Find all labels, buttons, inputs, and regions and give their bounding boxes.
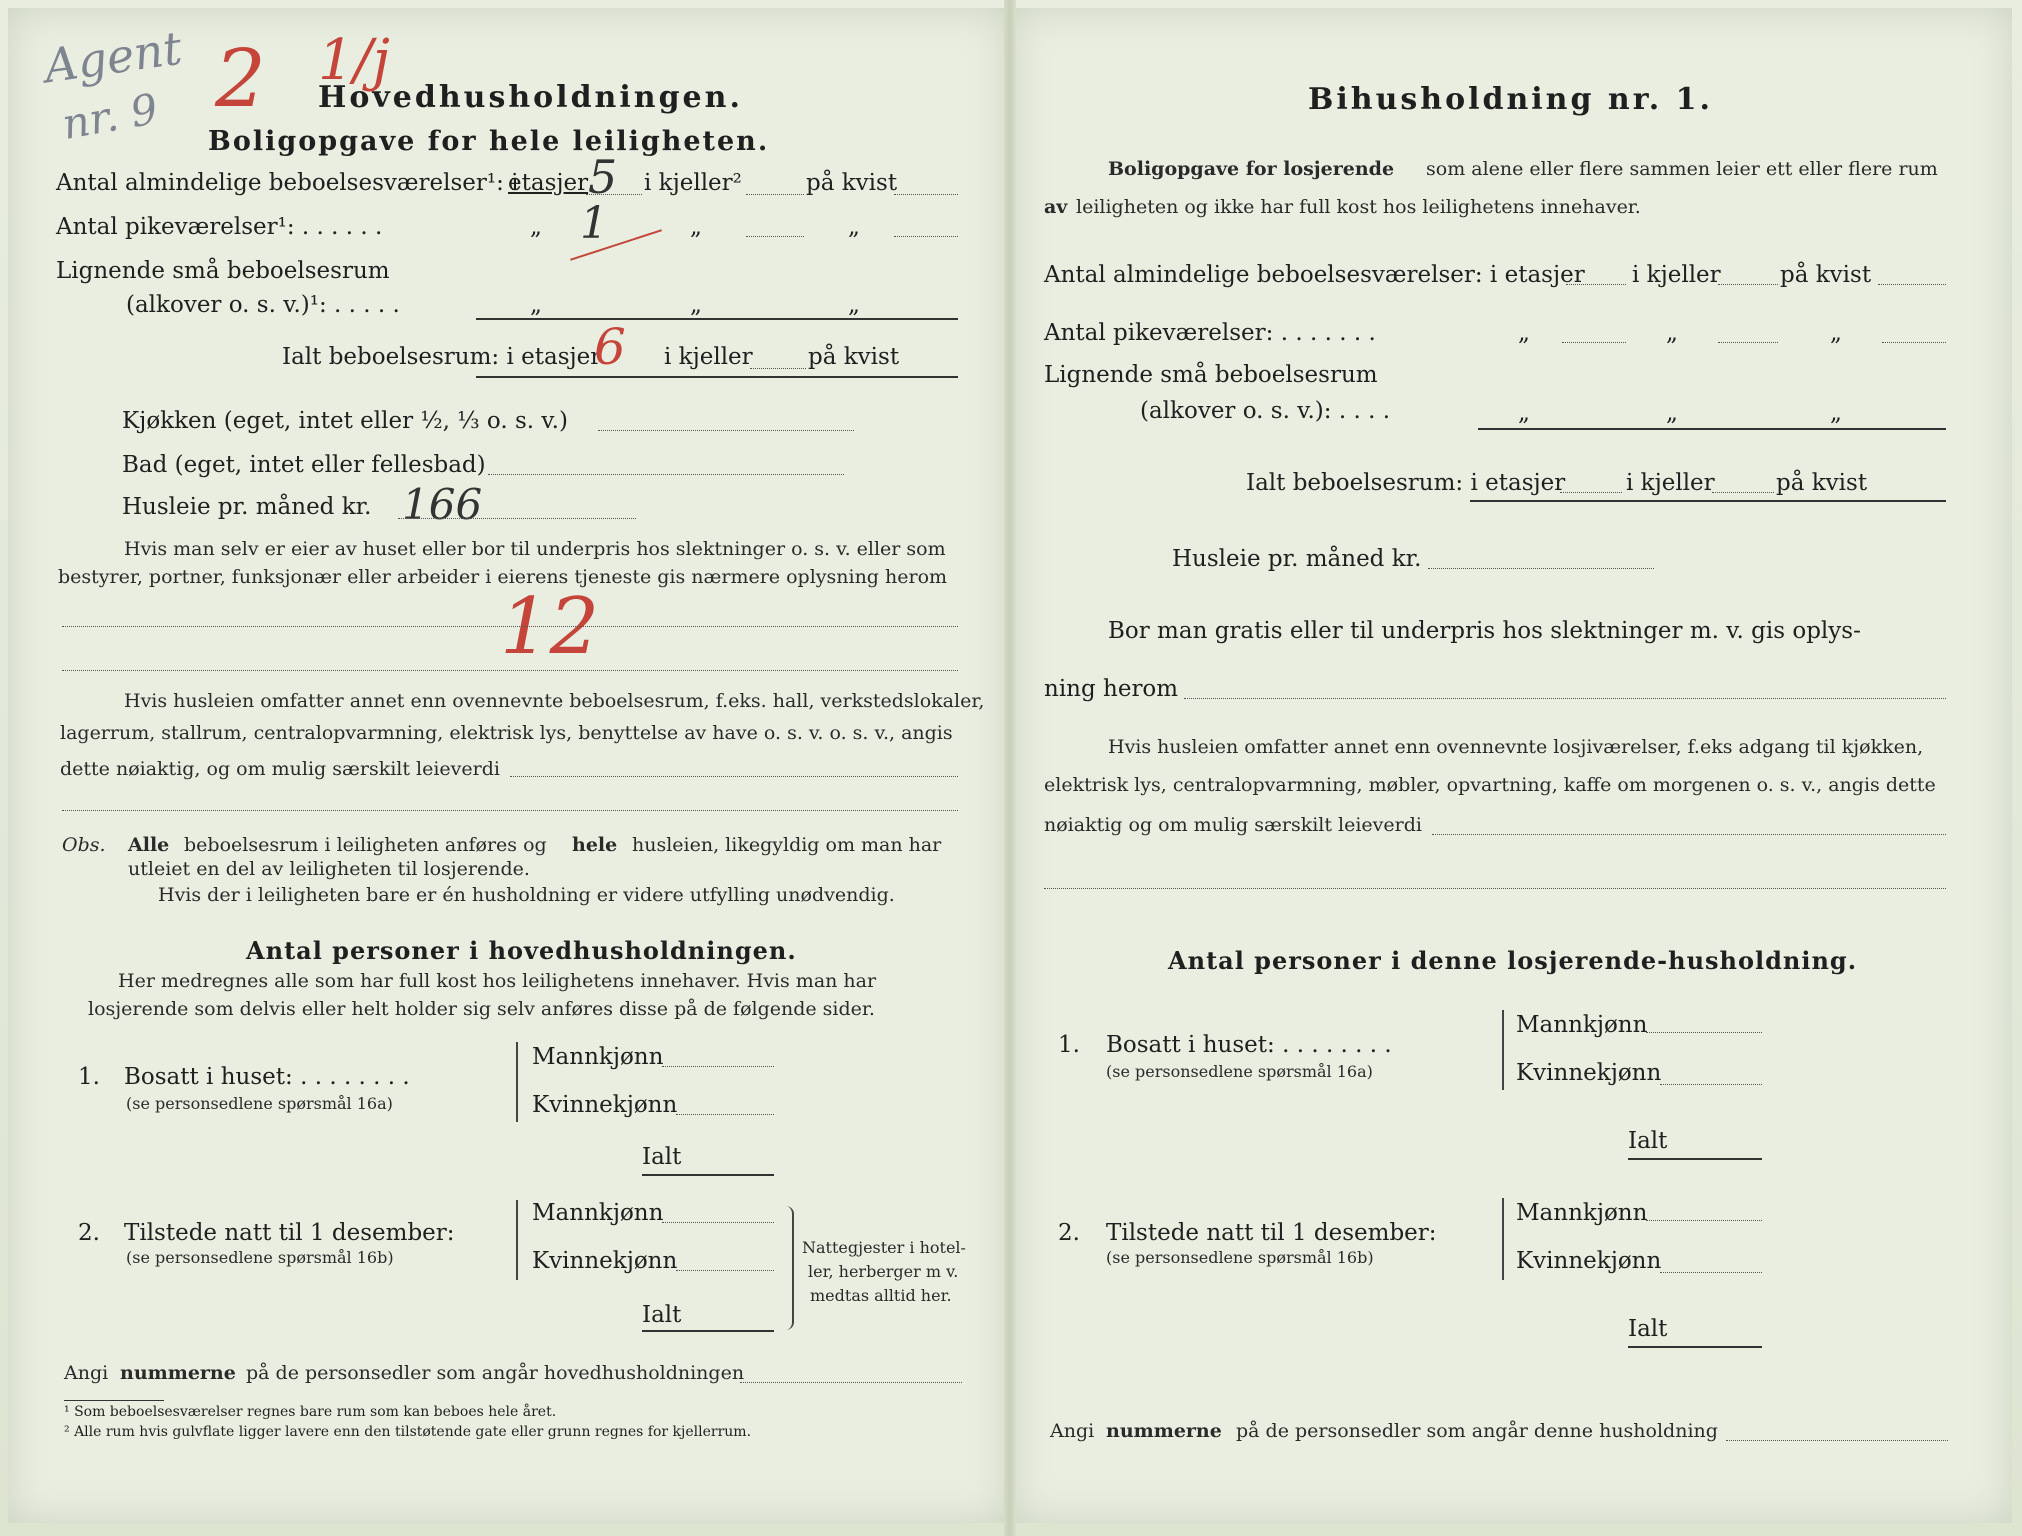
sub-persons-section-title: Antal personer i denne losjerende-husholdning.	[1168, 946, 1858, 975]
item1-female-label: Kvinnekjønn	[532, 1092, 678, 1118]
intro-text-1: som alene eller flere sammen leier ett eller flere rum	[1426, 158, 1938, 180]
sub-maid-rooms-label: Antal pikeværelser: . . . . . . .	[1044, 320, 1376, 346]
owner-note-line-1: Hvis man selv er eier av huset eller bor til underpris hos slektninger o. s. v. eller som	[124, 538, 946, 560]
item2-label: Tilstede natt til 1 desember:	[124, 1220, 455, 1246]
sub-extra-line-3: nøiaktig og om mulig særskilt leieverdi	[1044, 814, 1422, 836]
extra-note-line-2: lagerrum, stallrum, centralopvarmning, elektrisk lys, benyttelse av have o. s. v. o. s. v., angis	[60, 722, 953, 744]
right-page	[1012, 8, 2012, 1523]
page-title-main-household: Hovedhusholdningen.	[318, 80, 743, 115]
similar-rooms-label: Lignende små beboelsesrum	[56, 258, 390, 284]
item1-male-label: Mannkjønn	[532, 1044, 664, 1070]
sub-ditto-5: „	[1666, 400, 1678, 426]
rooms-kjeller-label: i kjeller²	[644, 170, 742, 196]
sub-item2-total-label: Ialt	[1628, 1316, 1668, 1342]
item2-total-label: Ialt	[642, 1302, 682, 1328]
total-kvist-label: på kvist	[808, 344, 900, 370]
subtitle-whole-apartment: Boligopgave for hele leiligheten.	[208, 126, 770, 157]
page-fold	[1004, 0, 1016, 1536]
sub-item1-female-label: Kvinnekjønn	[1516, 1060, 1662, 1086]
footnote-1: ¹ Som beboelsesværelser regnes bare rum som kan beboes hele året.	[64, 1404, 557, 1420]
intro-av: av	[1044, 196, 1068, 218]
sub-total-kvist: på kvist	[1776, 470, 1868, 496]
item2-male-label: Mannkjønn	[532, 1200, 664, 1226]
ditto-2: „	[690, 214, 702, 240]
sub-ditto-6: „	[1830, 400, 1842, 426]
intro-bold: Boligopgave for losjerende	[1108, 158, 1395, 180]
extra-note-line-3: dette nøiaktig, og om mulig særskilt leieverdi	[60, 758, 500, 780]
obs-text-a: beboelsesrum i leiligheten anføres og	[184, 834, 547, 856]
item2-female-label: Kvinnekjønn	[532, 1248, 678, 1274]
persons-section-title: Antal personer i hovedhusholdningen.	[246, 936, 797, 965]
sub-ditto-2: „	[1666, 320, 1678, 346]
sub-ditto-3: „	[1830, 320, 1842, 346]
sub-numbers-nummerne: nummerne	[1106, 1420, 1222, 1442]
obs-label: Obs.	[62, 834, 106, 856]
sub-item2-sub: (se personsedlene spørsmål 16b)	[1106, 1248, 1374, 1267]
red-note: 1/j	[318, 28, 390, 93]
sub-item2-number: 2.	[1058, 1220, 1080, 1246]
sub-total-rooms-label: Ialt beboelsesrum: i etasjer	[1246, 470, 1566, 496]
sub-item1-total-label: Ialt	[1628, 1128, 1668, 1154]
night-guests-note-2: ler, herberger m v.	[808, 1262, 959, 1281]
sub-rooms-kjeller: i kjeller	[1632, 262, 1721, 288]
sub-item1-label: Bosatt i huset: . . . . . . . .	[1106, 1032, 1392, 1058]
numbers-text: på de personsedler som angår hovedhusholdningen	[246, 1362, 745, 1384]
sub-item1-sub: (se personsedlene spørsmål 16a)	[1106, 1062, 1373, 1081]
night-guests-note-1: Nattegjester i hotel-	[802, 1238, 966, 1257]
sub-total-kjeller: i kjeller	[1626, 470, 1715, 496]
item1-number: 1.	[78, 1064, 100, 1090]
rooms-floors-value: 5	[588, 150, 618, 204]
item1-sub: (se personsedlene spørsmål 16a)	[126, 1094, 393, 1113]
ditto-5: „	[690, 292, 702, 318]
obs-whole: hele	[572, 834, 618, 856]
sub-rooms-kvist: på kvist	[1780, 262, 1872, 288]
intro-text-2: leiligheten og ikke har full kost hos leilighetens innehaver.	[1076, 196, 1641, 218]
maid-rooms-label: Antal pikeværelser¹: . . . . . .	[56, 214, 383, 240]
rent-label: Husleie pr. måned kr.	[122, 494, 372, 520]
page-title-sub-household: Bihusholdning nr. 1.	[1308, 82, 1713, 117]
sub-gratis-line-2: ning herom	[1044, 676, 1179, 702]
item1-total-label: Ialt	[642, 1144, 682, 1170]
red-twelve: 12	[500, 582, 600, 672]
numbers-nummerne: nummerne	[120, 1362, 236, 1384]
owner-note-line-2: bestyrer, portner, funksjonær eller arbeider i eierens tjeneste gis nærmere oplysning herom	[58, 566, 948, 588]
ditto-4: „	[530, 292, 542, 318]
total-rooms-value: 6	[594, 318, 626, 376]
persons-note-line-2: losjerende som delvis eller helt holder sig selv anføres disse på de følgende sider.	[88, 998, 875, 1020]
ditto-6: „	[848, 292, 860, 318]
rooms-kvist-label: på kvist	[806, 170, 898, 196]
sub-extra-line-1: Hvis husleien omfatter annet enn ovennevnte losjiværelser, f.eks adgang til kjøkken,	[1108, 736, 1924, 758]
numbers-angi: Angi	[64, 1362, 109, 1384]
ditto-3: „	[848, 214, 860, 240]
item1-label: Bosatt i huset: . . . . . . . .	[124, 1064, 410, 1090]
item2-number: 2.	[78, 1220, 100, 1246]
sub-item2-male-label: Mannkjønn	[1516, 1200, 1648, 1226]
persons-note-line-1: Her medregnes alle som har full kost hos leilighetens innehaver. Hvis man har	[118, 970, 877, 992]
sub-item1-number: 1.	[1058, 1032, 1080, 1058]
maid-rooms-value: 1	[580, 198, 608, 249]
footnote-2: ² Alle rum hvis gulvflate ligger lavere enn den tilstøtende gate eller grunn regnes for kjellerrum.	[64, 1424, 752, 1440]
total-kjeller-label: i kjeller	[664, 344, 753, 370]
sub-extra-line-2: elektrisk lys, centralopvarmning, møbler, opvartning, kaffe om morgenen o. s. v., angis dette	[1044, 774, 1936, 796]
rent-value: 166	[402, 480, 483, 529]
total-rooms-label: Ialt beboelsesrum: i etasjer	[282, 344, 602, 370]
sub-gratis-line-1: Bor man gratis eller til underpris hos slektninger m. v. gis oplys-	[1108, 618, 1861, 644]
night-guests-note-3: medtas alltid her.	[810, 1286, 952, 1305]
sub-rooms-label: Antal almindelige beboelsesværelser: i etasjer	[1044, 262, 1585, 288]
obs-all: Alle	[128, 834, 170, 856]
obs-line-2: utleiet en del av leiligheten til losjerende.	[128, 858, 530, 880]
sub-item2-label: Tilstede natt til 1 desember:	[1106, 1220, 1437, 1246]
pencil-note-number: nr. 9	[58, 84, 162, 149]
rooms-etasjer-label: etasjer	[508, 170, 589, 196]
ditto-1: „	[530, 214, 542, 240]
extra-note-line-1: Hvis husleien omfatter annet enn ovennevnte beboelsesrum, f.eks. hall, verkstedslokaler,	[124, 690, 985, 712]
pencil-note-agent: Agent	[40, 20, 186, 94]
sub-rent-label: Husleie pr. måned kr.	[1172, 546, 1422, 572]
sub-item2-female-label: Kvinnekjønn	[1516, 1248, 1662, 1274]
kitchen-label: Kjøkken (eget, intet eller ½, ⅓ o. s. v.)	[122, 408, 568, 434]
alcove-label: (alkover o. s. v.)¹: . . . . .	[126, 292, 400, 318]
sub-ditto-1: „	[1518, 320, 1530, 346]
bath-label: Bad (eget, intet eller fellesbad)	[122, 452, 486, 478]
obs-text-b: husleien, likegyldig om man har	[632, 834, 942, 856]
sub-numbers-text: på de personsedler som angår denne husholdning	[1236, 1420, 1718, 1442]
rooms-label: Antal almindelige beboelsesværelser¹: i	[56, 170, 519, 196]
red-household-number: 2	[215, 32, 266, 125]
sub-ditto-4: „	[1518, 400, 1530, 426]
sub-item1-male-label: Mannkjønn	[1516, 1012, 1648, 1038]
sub-numbers-angi: Angi	[1050, 1420, 1095, 1442]
item2-sub: (se personsedlene spørsmål 16b)	[126, 1248, 394, 1267]
sub-similar-rooms-label: Lignende små beboelsesrum	[1044, 362, 1378, 388]
sub-alcove-label: (alkover o. s. v.): . . . .	[1140, 398, 1391, 424]
obs-line-3: Hvis der i leiligheten bare er én husholdning er videre utfylling unødvendig.	[158, 884, 895, 906]
